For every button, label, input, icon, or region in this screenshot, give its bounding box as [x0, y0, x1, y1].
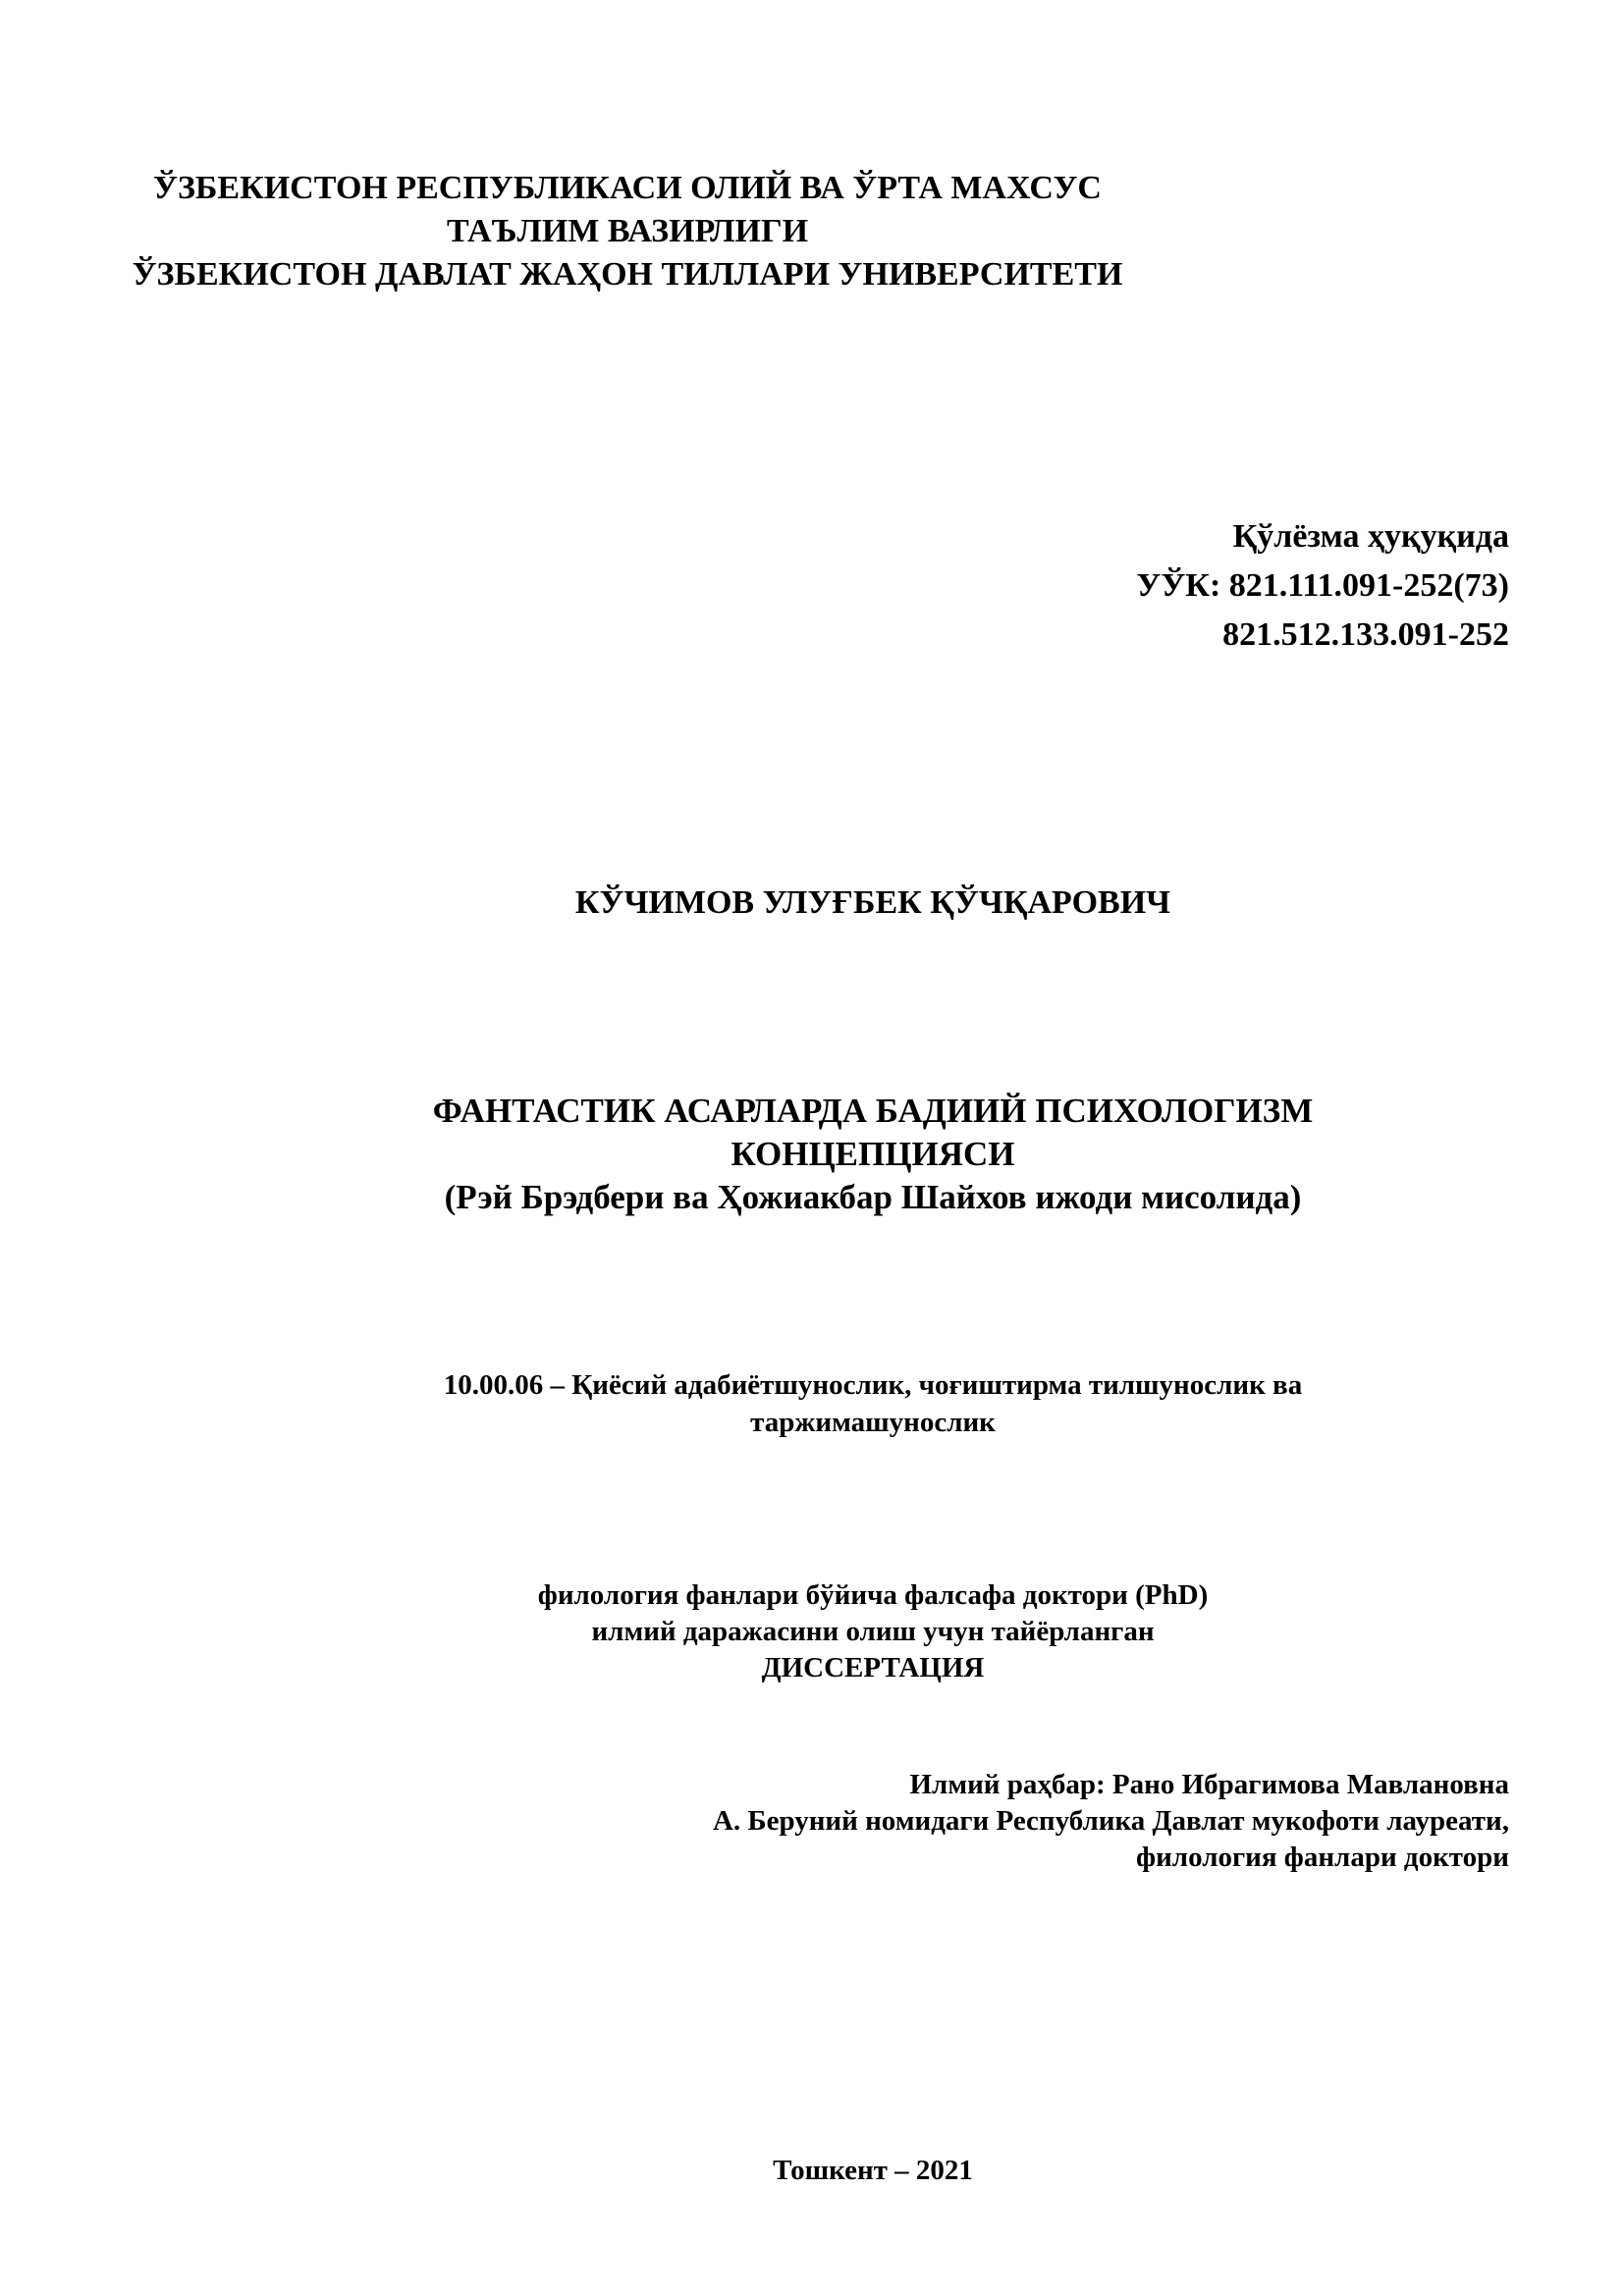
- udc-code: 821.111.091-252(73): [1228, 567, 1509, 604]
- dissertation-title: [0, 1090, 1624, 1219]
- udc-label: УЎК:: [1136, 567, 1229, 604]
- degree-line: филология фанлари бўйича фалсафа доктори (PhD): [537, 1579, 1209, 1611]
- place-and-year: [0, 2153, 1624, 2189]
- manuscript-note: Қўлёзма ҳуқуқида: [1232, 518, 1509, 555]
- author-name: [0, 881, 1624, 925]
- author-full-name: КЎЧИМОВ УЛУҒБЕК ҚЎЧҚАРОВИЧ: [574, 884, 1171, 921]
- ministry-line-continued: ТАЪЛИМ ВАЗИРЛИГИ: [446, 213, 809, 249]
- supervisor-degree: филология фанлари доктори: [1136, 1842, 1509, 1873]
- university-name: ЎЗБЕКИСТОН ДАВЛАТ ЖАҲОН ТИЛЛАРИ УНИВЕРСИТЕТИ: [132, 256, 1123, 293]
- title-line: ФАНТАСТИК АСАРЛАРДА БАДИИЙ ПСИХОЛОГИЗМ: [432, 1092, 1314, 1130]
- degree-statement: [0, 1577, 1624, 1686]
- place-year: Тошкент – 2021: [773, 2155, 973, 2186]
- udc-code-second: 821.512.133.091-252: [1222, 616, 1509, 653]
- supervisor-block: [713, 1767, 1509, 1876]
- manuscript-rights-block: [1136, 512, 1509, 660]
- degree-line-continued: илмий даражасини олиш учун тайёрланган: [591, 1616, 1155, 1647]
- document-type: ДИССЕРТАЦИЯ: [761, 1652, 985, 1683]
- udc-line: [1136, 561, 1509, 611]
- supervisor-award: А. Беруний номидаги Республика Давлат мукофоти лауреати,: [712, 1805, 1509, 1837]
- specialty-line-continued: таржимашунослик: [750, 1407, 996, 1438]
- supervisor-name: Илмий раҳбар: Рано Ибрагимова Мавлановна: [909, 1769, 1509, 1800]
- udc-codes: [1229, 561, 1509, 611]
- ministry-line: ЎЗБЕКИСТОН РЕСПУБЛИКАСИ ОЛИЙ ВА ЎРТА МАХСУС: [153, 170, 1102, 206]
- title-subtitle: (Рэй Брэдбери ва Ҳожиакбар Шайхов ижоди мисолида): [444, 1178, 1302, 1216]
- ministry-header: [0, 167, 1500, 296]
- specialty-line: 10.00.06 – Қиёсий адабиётшунослик, чоғиштирма тилшунослик ва: [443, 1369, 1303, 1401]
- specialty-code: [0, 1366, 1624, 1441]
- title-line-continued: КОНЦЕПЦИЯСИ: [731, 1135, 1015, 1173]
